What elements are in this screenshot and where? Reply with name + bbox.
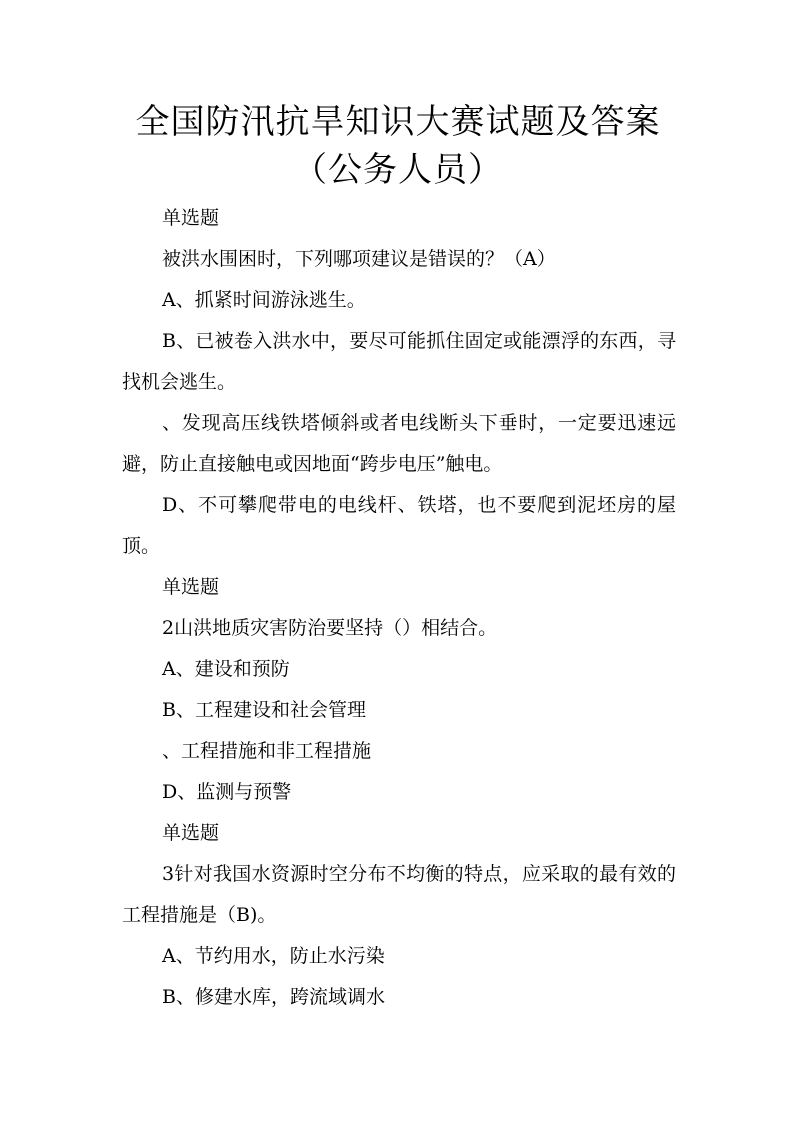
question-text: 2山洪地质灾害防治要坚持（）相结合。 [162, 617, 498, 639]
answer-option: D、不可攀爬带电的电线杆、铁塔，也不要爬到泥坯房的屋顶。 [122, 494, 676, 557]
answer-option: 、发现高压线铁塔倾斜或者电线断头下垂时，一定要迅速远避，防止直接触电或因地面“跨步电压”触电。 [122, 412, 676, 475]
document-title: 全国防汛抗旱知识大赛试题及答案（公务人员） [135, 102, 661, 190]
question-text: 3针对我国水资源时空分布不均衡的特点，应采取的最有效的工程措施是（B)。 [122, 863, 676, 926]
section-label: 单选题 [162, 207, 220, 229]
answer-option: 、工程措施和非工程措施 [162, 740, 372, 762]
answer-option: A、抓紧时间游泳逃生。 [162, 289, 366, 311]
section-label: 单选题 [162, 576, 220, 598]
answer-option: A、节约用水，防止水污染 [162, 945, 385, 967]
answer-option: A、建设和预防 [162, 658, 290, 680]
section-label: 单选题 [162, 822, 220, 844]
document-body [122, 198, 676, 1018]
answer-option: D、监测与预警 [162, 781, 292, 803]
question-text: 被洪水围困时，下列哪项建议是错误的？（A） [162, 248, 556, 270]
answer-option: B、修建水库，跨流域调水 [162, 986, 385, 1008]
answer-option: B、已被卷入洪水中，要尽可能抓住固定或能漂浮的东西，寻找机会逃生。 [122, 330, 676, 393]
answer-option: B、工程建设和社会管理 [162, 699, 366, 721]
